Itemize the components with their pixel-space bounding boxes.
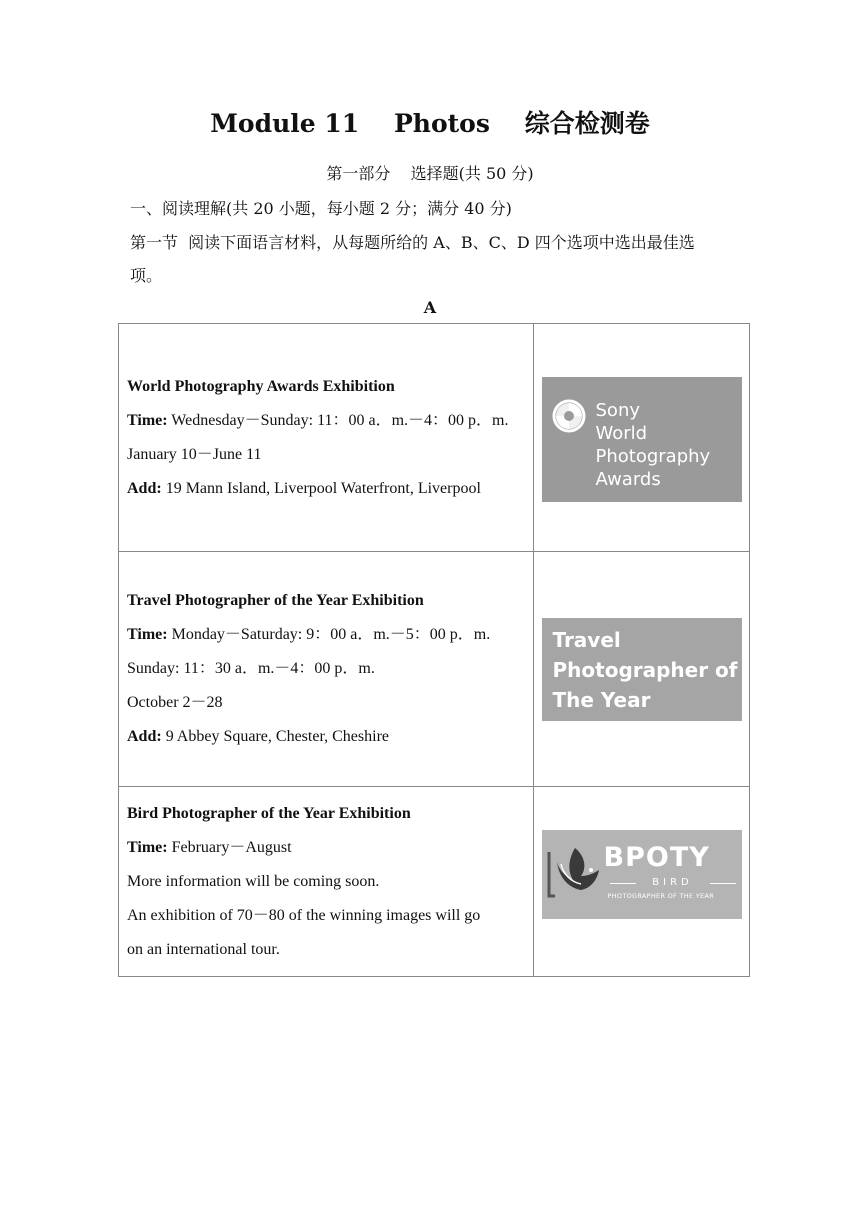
exhibition-time: Time: Wednesday－Sunday: 11：00 a．m.－4：00 p．m. [127, 411, 509, 429]
exhibition-info: An exhibition of 70－80 of the winning images will go [127, 906, 481, 924]
logo-subtitle: BIRD [610, 877, 736, 888]
exhibition-info: More information will be coming soon. [127, 872, 380, 890]
page-title: Module 11 Photos 综合检测卷 [210, 109, 650, 138]
bird-icon [547, 840, 603, 906]
logo-cell [534, 324, 750, 552]
passage-label: A [423, 298, 437, 317]
exhibition-address: Add: 9 Abbey Square, Chester, Cheshire [127, 728, 389, 745]
part-heading: 第一部分 选择题(共 50 分) [326, 164, 534, 183]
travel-photographer-logo [542, 618, 742, 721]
instruction-line-1: 第一节 阅读下面语言材料，从每题所给的 A、B、C、D 四个选项中选出最佳选 [130, 233, 695, 252]
exhibition-dates: January 10－June 11 [127, 445, 262, 463]
exhibition-info: on an international tour. [127, 940, 280, 958]
exhibition-title: Travel Photographer of the Year Exhibition [127, 592, 424, 609]
logo-acronym: BPOTY [603, 842, 710, 873]
logo-cell [534, 552, 750, 787]
logo-text: Sony World Photography Awards [595, 400, 711, 490]
exhibition-dates: October 2－28 [127, 694, 223, 711]
exhibition-time: Time: Monday－Saturday: 9：00 a．m.－5：00 p．m. [127, 626, 491, 643]
logo-text: Travel Photographer of The Year [552, 627, 738, 712]
logo-tagline: PHOTOGRAPHER OF THE YEAR [607, 892, 714, 900]
table-row [119, 552, 750, 787]
bird-photographer-logo [542, 830, 742, 919]
exhibition-title: Bird Photographer of the Year Exhibition [127, 804, 411, 822]
exhibition-time: Time: February－August [127, 838, 292, 856]
exhibition-title: World Photography Awards Exhibition [127, 377, 395, 395]
aperture-icon [552, 399, 586, 433]
sony-world-photography-awards-logo [542, 377, 742, 502]
table-row [119, 787, 750, 977]
exhibition-info-cell [119, 787, 534, 977]
instruction-line-2: 项。 [130, 266, 163, 285]
exhibition-info-cell [119, 552, 534, 787]
exhibition-address: Add: 19 Mann Island, Liverpool Waterfront, Liverpool [127, 479, 481, 497]
exhibition-info-cell [119, 324, 534, 552]
exhibition-table [118, 323, 750, 977]
section-heading: 一、阅读理解(共 20 小题，每小题 2 分；满分 40 分) [130, 199, 512, 218]
exhibition-time-sunday: Sunday: 11：30 a．m.－4：00 p．m. [127, 660, 375, 677]
table-row [119, 324, 750, 552]
logo-cell [534, 787, 750, 977]
